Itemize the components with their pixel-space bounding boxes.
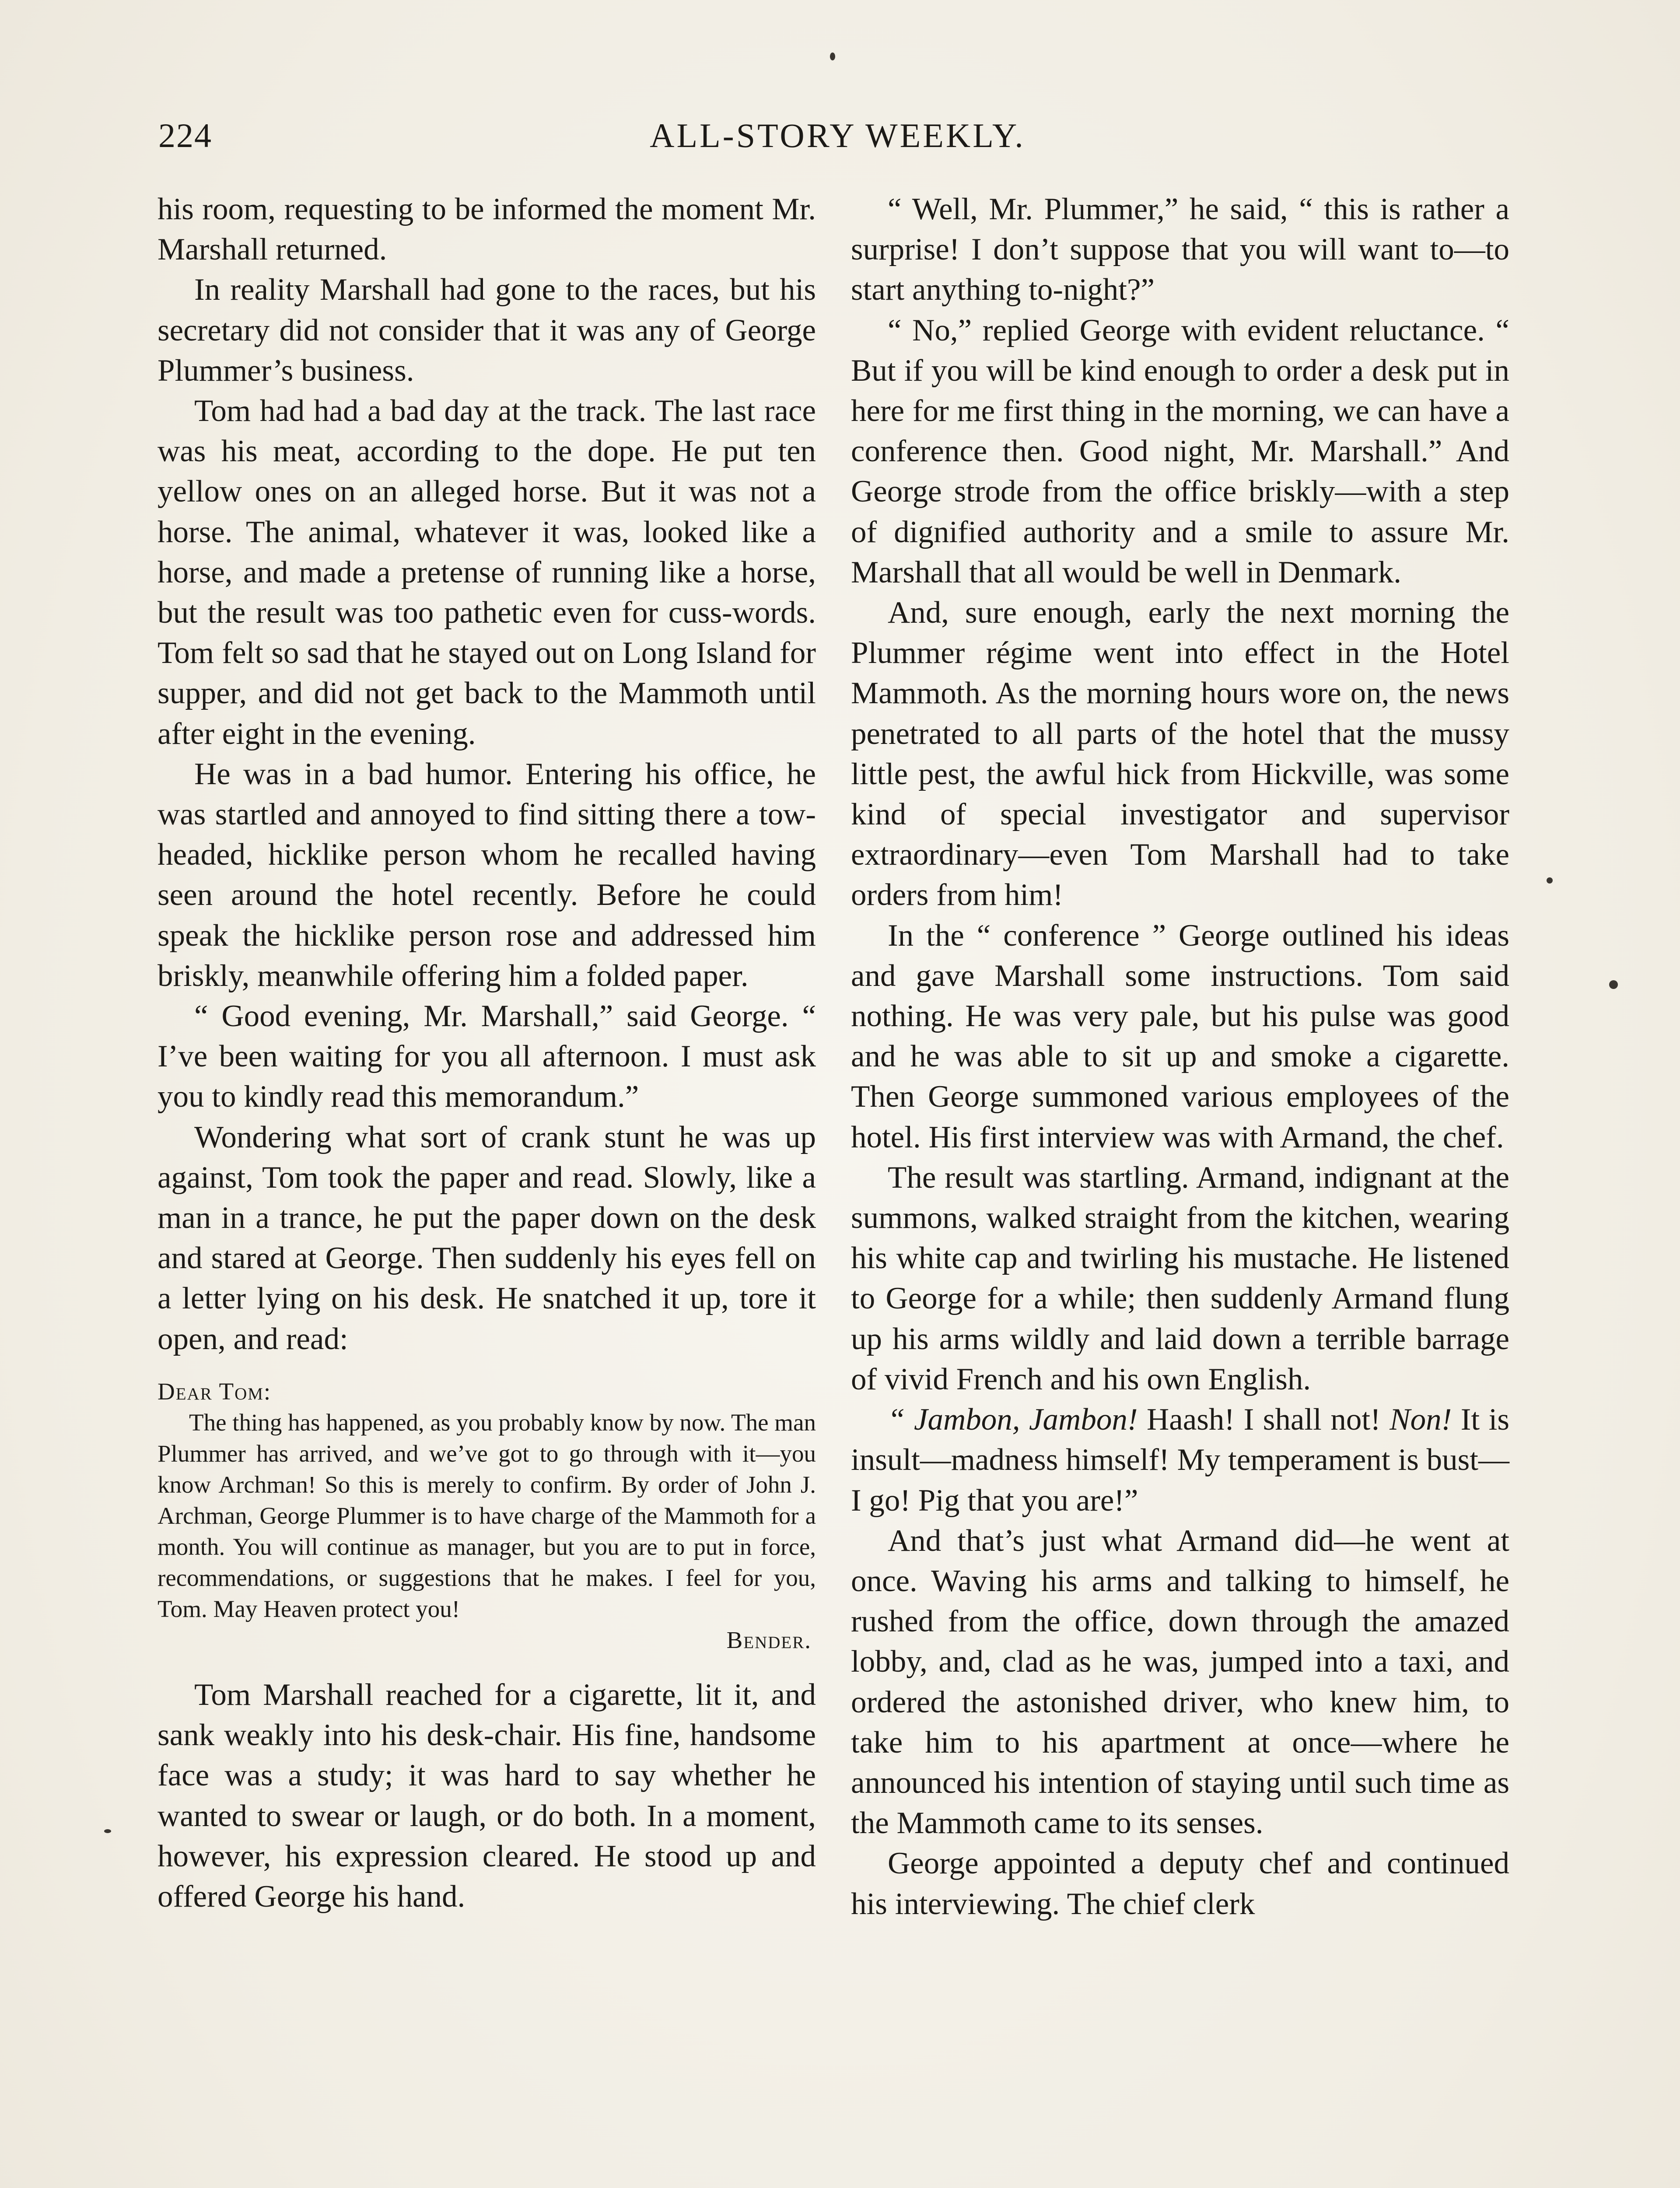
right-column	[851, 189, 1509, 1924]
paragraph: his room, requesting to be informed the moment Mr. Marshall returned.	[158, 192, 816, 267]
paragraph: Wondering what sort of crank stunt he was up against, Tom took the paper and read. Slowly, like a man in a trance, he put the paper down on the desk and stared at George. Then suddenly his eyes fell on a letter lying on his desk. He snatched it up, tore it open, and read:	[158, 1120, 816, 1356]
page-header	[158, 112, 1517, 160]
paragraph: “ No,” replied George with evident reluctance. “ But if you will be kind enough to order a desk put in here for me first thing in the morning, we can have a conference then. Good night, Mr. Marshall.” And George strode from the office briskly—with a step of dignified authority and a smile to assure Mr. Marshall that all would be well in Denmark.	[851, 313, 1509, 589]
paragraph: In reality Marshall had gone to the races, but his secretary did not consider that it was any of George Plummer’s business.	[158, 273, 816, 388]
paragraph: In the “ conference ” George outlined his ideas and gave Marshall some instructions. Tom said nothing. He was very pale, but his pulse was good and he was able to sit up and smoke a cigarette. Then George summoned various employees of the hotel. His first interview was with Armand, the chef.	[851, 918, 1509, 1154]
running-head: ALL-STORY WEEKLY.	[650, 116, 1026, 154]
paragraph: Tom had had a bad day at the track. The last race was his meat, according to the dope. He put ten yellow ones on an alleged horse. But it was not a horse. The animal, whatever it was, looked like a horse, and made a pretense of running like a horse, but the result was too pathetic even for cuss-words. Tom felt so sad that he stayed out on Long Island for supper, and did not get back to the Mammoth until after eight in the evening.	[158, 394, 816, 751]
print-speck	[1547, 877, 1553, 884]
paragraph: “ Good evening, Mr. Marshall,” said George. “ I’ve been waiting for you all afternoon. I must ask you to kindly read this memorandum.”	[158, 999, 816, 1114]
paragraph: The result was startling. Armand, indignant at the summons, walked straight from the kitchen, wearing his white cap and twirling his mustache. He listened to George for a while; then suddenly Armand flung up his arms wildly and laid down a terrible barrage of vivid French and his own English.	[851, 1160, 1509, 1396]
text: Haash! I shall not!	[1138, 1403, 1390, 1437]
paragraph: He was in a bad humor. Entering his office, he was startled and annoyed to find sitting there a tow-headed, hicklike person whom he recalled having seen around the hotel recently. Before he could speak the hicklike person rose and addressed him briskly, meanwhile offering him a folded paper.	[158, 757, 816, 993]
letter-salutation: Dear Tom:	[158, 1378, 272, 1405]
text: It is insult—madness himself! My temperament is bust—I go! Pig that you are!”	[851, 1403, 1509, 1518]
print-speck	[104, 1829, 111, 1833]
print-speck	[830, 53, 835, 60]
paragraph: “ Well, Mr. Plummer,” he said, “ this is rather a surprise! I don’t suppose that you will want to—to start anything to-night?”	[851, 192, 1509, 307]
italic-text: “ Jambon, Jambon!	[888, 1403, 1138, 1437]
paragraph: George appointed a deputy chef and continued his interviewing. The chief clerk	[851, 1846, 1509, 1921]
paragraph-french-outburst	[851, 1399, 1509, 1521]
italic-text: Non!	[1390, 1403, 1452, 1437]
print-speck	[1609, 980, 1618, 989]
left-column	[158, 189, 816, 1917]
page-number: 224	[158, 116, 212, 154]
letter-body: The thing has happened, as you probably know by now. The man Plummer has arrived, and we’ve got to go through with it—you know Archman! So this is merely to confirm. By order of John J. Archman, George Plummer is to have charge of the Mammoth for a month. You will continue as manager, but you are to put in force, recommendations, or suggestions that he makes. I feel for you, Tom. May Heaven protect you!	[158, 1409, 816, 1622]
quoted-letter	[158, 1376, 816, 1655]
paragraph: And that’s just what Armand did—he went at once. Waving his arms and talking to himself, he rushed from the office, down through the amazed lobby, and, clad as he was, jumped into a taxi, and ordered the astonished driver, who knew him, to take him to his apartment at once—where he announced his intention of staying until such time as the Mammoth came to its senses.	[851, 1523, 1509, 1841]
letter-signature: Bender.	[726, 1626, 812, 1653]
paragraph: Tom Marshall reached for a cigarette, lit it, and sank weakly into his desk-chair. His fine, handsome face was a study; it was hard to say whether he wanted to swear or laugh, or do both. In a moment, however, his expression cleared. He stood up and offered George his hand.	[158, 1677, 816, 1914]
paragraph: And, sure enough, early the next morning the Plummer régime went into effect in the Hotel Mammoth. As the morning hours wore on, the news penetrated to all parts of the hotel that the mussy little pest, the awful hick from Hickville, was some kind of special investigator and supervisor extraordinary—even Tom Marshall had to take orders from him!	[851, 596, 1509, 912]
